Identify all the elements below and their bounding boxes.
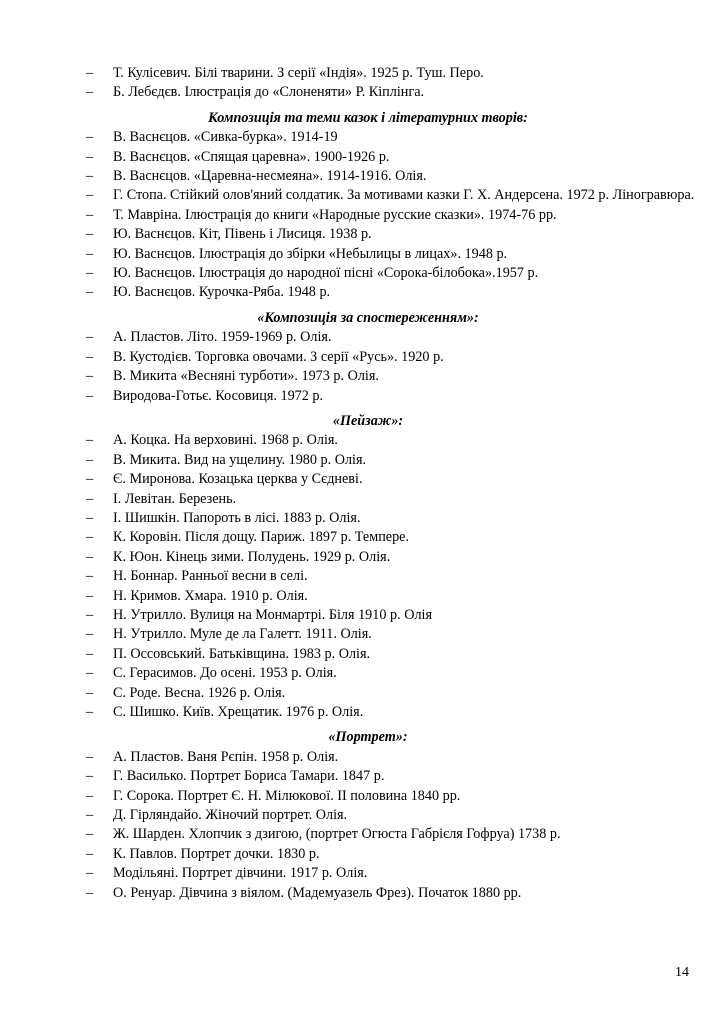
list-item-text: Н. Утрилло. Вулиця на Монмартрі. Біля 1910 р. Олія bbox=[113, 606, 432, 623]
list-item-text: А. Коцка. На верховині. 1968 р. Олія. bbox=[113, 432, 338, 449]
dash-bullet: – bbox=[86, 807, 94, 824]
list-item bbox=[0, 451, 724, 470]
list-item-text: В. Кустодієв. Торговка овочами. З серії «Русь». 1920 р. bbox=[113, 348, 444, 365]
dash-bullet: – bbox=[86, 768, 94, 785]
page-number: 14 bbox=[675, 965, 689, 980]
dash-bullet: – bbox=[86, 187, 94, 204]
dash-bullet: – bbox=[86, 329, 94, 346]
list-item-text: Виродова-Готьє. Косовиця. 1972 р. bbox=[113, 387, 324, 404]
list-item bbox=[0, 83, 724, 102]
dash-bullet: – bbox=[86, 490, 94, 507]
dash-bullet: – bbox=[86, 684, 94, 701]
dash-bullet: – bbox=[86, 645, 94, 662]
list-item-text: І. Шишкін. Папороть в лісі. 1883 р. Олія. bbox=[113, 509, 361, 526]
list-item bbox=[0, 264, 724, 283]
list-item bbox=[0, 348, 724, 367]
dash-bullet: – bbox=[86, 568, 94, 585]
list-item-text: П. Оссовський. Батьківщина. 1983 р. Олія. bbox=[113, 645, 371, 662]
list-item bbox=[0, 567, 724, 586]
dash-bullet: – bbox=[86, 787, 94, 804]
list-item-text: В. Васнєцов. «Царевна-несмеяна». 1914-1916. Олія. bbox=[113, 168, 427, 185]
list-item bbox=[0, 64, 724, 83]
list-item-text: В. Васнєцов. «Спящая царевна». 1900-1926 р. bbox=[113, 148, 390, 165]
dash-bullet: – bbox=[86, 148, 94, 165]
dash-bullet: – bbox=[86, 665, 94, 682]
dash-bullet: – bbox=[86, 129, 94, 146]
list-item-text: Г. Сорока. Портрет Є. Н. Мілюкової. ІІ половина 1840 рр. bbox=[113, 787, 461, 804]
list-item-text: Ю. Васнєцов. Кіт, Півень і Лисиця. 1938 р. bbox=[113, 226, 372, 243]
list-item-text: К. Юон. Кінець зими. Полудень. 1929 р. Олія. bbox=[113, 548, 391, 565]
list-item bbox=[0, 245, 724, 264]
list-item-text: А. Пластов. Ваня Рєпін. 1958 р. Олія. bbox=[113, 748, 339, 765]
list-item bbox=[0, 186, 724, 205]
list-item-text: Г. Стопа. Стійкий олов'яний солдатик. За мотивами казки Г. Х. Андерсена. 1972 р. Ліногравюра. bbox=[113, 187, 695, 204]
list-item bbox=[0, 470, 724, 489]
list-item bbox=[0, 509, 724, 528]
list-item bbox=[0, 787, 724, 806]
list-item bbox=[0, 625, 724, 644]
list-item bbox=[0, 825, 724, 844]
list-item-text: Модільяні. Портрет дівчини. 1917 р. Олія. bbox=[113, 865, 368, 882]
dash-bullet: – bbox=[86, 368, 94, 385]
dash-bullet: – bbox=[86, 387, 94, 404]
section-heading: «Композиція за спостереженням»: bbox=[257, 309, 479, 326]
list-item bbox=[0, 806, 724, 825]
dash-bullet: – bbox=[86, 587, 94, 604]
list-item-text: Ю. Васнєцов. Ілюстрація до збірки «Небылицы в лицах». 1948 р. bbox=[113, 245, 508, 262]
dash-bullet: – bbox=[86, 704, 94, 720]
dash-bullet: – bbox=[86, 265, 94, 282]
list-item-text: В. Микита «Весняні турботи». 1973 р. Олія. bbox=[113, 368, 379, 385]
list-item bbox=[0, 664, 724, 683]
dash-bullet: – bbox=[86, 748, 94, 765]
dash-bullet: – bbox=[86, 509, 94, 526]
list-item bbox=[0, 528, 724, 547]
list-item bbox=[0, 767, 724, 786]
dash-bullet: – bbox=[86, 348, 94, 365]
list-item-text: К. Павлов. Портрет дочки. 1830 р. bbox=[113, 845, 320, 862]
list-item-text: Н. Кримов. Хмара. 1910 р. Олія. bbox=[113, 587, 308, 604]
dash-bullet: – bbox=[86, 432, 94, 449]
list-item-text: Т. Мавріна. Ілюстрація до книги «Народные русские сказки». 1974-76 рр. bbox=[113, 206, 557, 223]
list-item-text: І. Левітан. Березень. bbox=[113, 490, 237, 507]
dash-bullet: – bbox=[86, 884, 94, 901]
list-item-text: О. Ренуар. Дівчина з віялом. (Мадемуазель Фрез). Початок 1880 рр. bbox=[113, 884, 522, 901]
dash-bullet: – bbox=[86, 529, 94, 546]
list-item-text: Д. Гірляндайо. Жіночий портрет. Олія. bbox=[113, 807, 348, 824]
dash-bullet: – bbox=[86, 245, 94, 262]
list-item bbox=[0, 367, 724, 386]
list-item-text: Ж. Шарден. Хлопчик з дзигою, (портрет Огюста Габрієля Гофруа) 1738 р. bbox=[113, 826, 561, 843]
dash-bullet: – bbox=[86, 84, 94, 101]
list-item bbox=[0, 490, 724, 509]
list-item bbox=[0, 748, 724, 767]
list-item bbox=[0, 587, 724, 606]
list-item bbox=[0, 167, 724, 186]
dash-bullet: – bbox=[86, 548, 94, 565]
dash-bullet: – bbox=[86, 284, 94, 301]
dash-bullet: – bbox=[86, 826, 94, 843]
dash-bullet: – bbox=[86, 226, 94, 243]
list-item-text: Н. Утрилло. Муле де ла Галетт. 1911. Олія. bbox=[113, 626, 372, 643]
list-item-text: Т. Кулісевич. Білі тварини. З серії «Індія». 1925 р. Туш. Перо. bbox=[113, 65, 484, 81]
dash-bullet: – bbox=[86, 626, 94, 643]
list-item bbox=[0, 431, 724, 450]
list-item bbox=[0, 645, 724, 664]
list-item-text: Ю. Васнєцов. Ілюстрація до народної пісні «Сорока-білобока».1957 р. bbox=[113, 265, 539, 282]
list-item-text: Ю. Васнєцов. Курочка-Ряба. 1948 р. bbox=[113, 284, 331, 301]
list-item-text: С. Роде. Весна. 1926 р. Олія. bbox=[113, 684, 286, 701]
list-item bbox=[0, 606, 724, 625]
list-item bbox=[0, 206, 724, 225]
list-item-text: В. Микита. Вид на ущелину. 1980 р. Олія. bbox=[113, 451, 367, 468]
section-heading: «Пейзаж»: bbox=[332, 412, 404, 429]
list-item bbox=[0, 225, 724, 244]
list-item bbox=[0, 703, 724, 722]
dash-bullet: – bbox=[86, 451, 94, 468]
dash-bullet: – bbox=[86, 865, 94, 882]
list-item bbox=[0, 884, 724, 903]
list-item bbox=[0, 283, 724, 302]
list-item-text: Г. Василько. Портрет Бориса Тамари. 1847 р. bbox=[113, 768, 385, 785]
section-heading: Композиція та теми казок і літературних творів: bbox=[208, 109, 528, 126]
section-heading: «Портрет»: bbox=[328, 729, 408, 746]
list-item-text: С. Шишко. Київ. Хрещатик. 1976 р. Олія. bbox=[113, 704, 364, 720]
list-item-text: С. Герасимов. До осені. 1953 р. Олія. bbox=[113, 665, 337, 682]
dash-bullet: – bbox=[86, 65, 94, 81]
list-item-text: А. Пластов. Літо. 1959-1969 р. Олія. bbox=[113, 329, 332, 346]
dash-bullet: – bbox=[86, 845, 94, 862]
list-item bbox=[0, 845, 724, 864]
document-page bbox=[0, 64, 724, 903]
list-item bbox=[0, 864, 724, 883]
list-item-text: Є. Миронова. Козацька церква у Сєдневі. bbox=[113, 471, 363, 488]
list-item bbox=[0, 548, 724, 567]
list-item-text: К. Коровін. Після дощу. Париж. 1897 р. Темпере. bbox=[113, 529, 410, 546]
list-item bbox=[0, 684, 724, 703]
dash-bullet: – bbox=[86, 471, 94, 488]
list-item-text: Б. Лебєдєв. Ілюстрація до «Слоненяти» Р. Кіплінга. bbox=[113, 84, 425, 101]
list-item bbox=[0, 128, 724, 147]
dash-bullet: – bbox=[86, 606, 94, 623]
dash-bullet: – bbox=[86, 206, 94, 223]
list-item bbox=[0, 328, 724, 347]
list-item bbox=[0, 387, 724, 406]
list-item-text: Н. Боннар. Ранньої весни в селі. bbox=[113, 568, 308, 585]
dash-bullet: – bbox=[86, 168, 94, 185]
list-item-text: В. Васнєцов. «Сивка-бурка». 1914-19 bbox=[113, 129, 338, 146]
list-item bbox=[0, 148, 724, 167]
